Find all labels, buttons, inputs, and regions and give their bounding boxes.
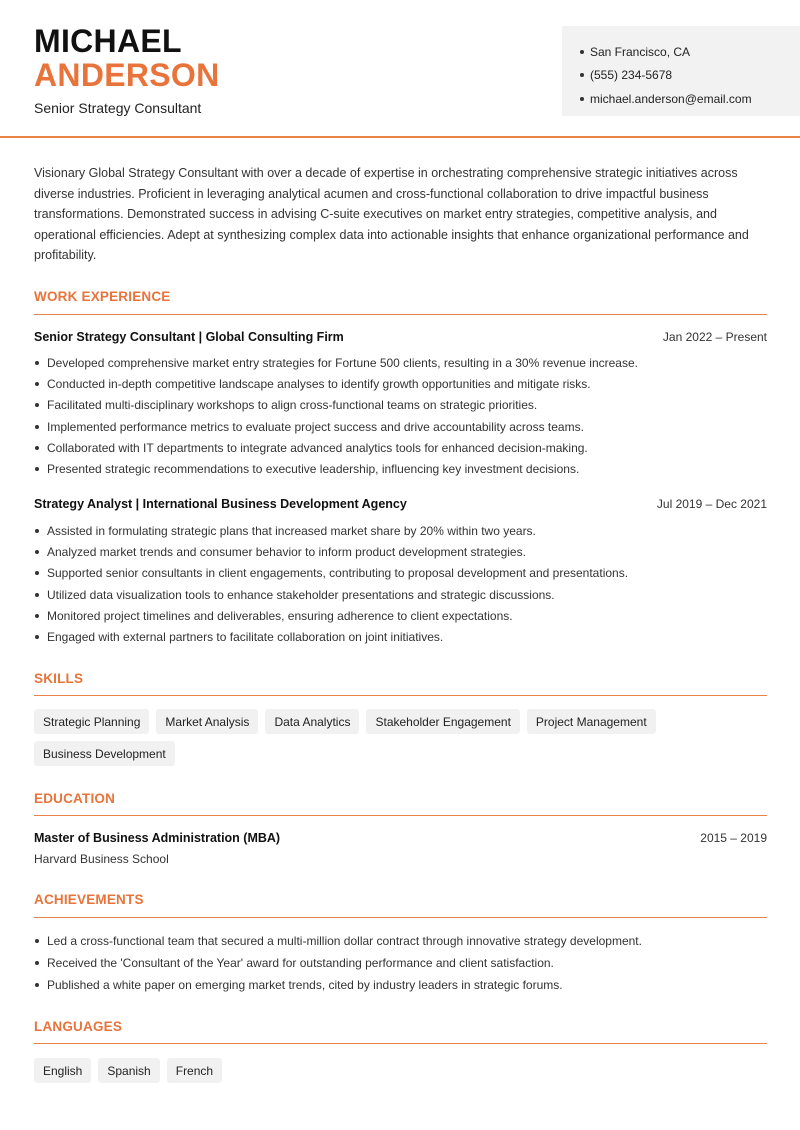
work-experience-heading: WORK EXPERIENCE bbox=[34, 289, 171, 304]
list-item bbox=[34, 605, 767, 626]
bullet-icon bbox=[580, 50, 584, 54]
last-name: ANDERSON bbox=[34, 57, 220, 93]
bullet-icon bbox=[35, 635, 39, 639]
bullet-text: Analyzed market trends and consumer behavior to inform product development strategies. bbox=[47, 544, 526, 559]
list-item bbox=[34, 395, 767, 416]
bullet-icon bbox=[35, 403, 39, 407]
bullet-icon bbox=[35, 529, 39, 533]
job-title: Senior Strategy Consultant | Global Consulting Firm bbox=[34, 330, 344, 344]
list-item bbox=[34, 930, 767, 952]
skills-list bbox=[34, 709, 774, 766]
contact-location bbox=[580, 40, 800, 64]
bullet-icon bbox=[35, 614, 39, 618]
bullet-icon bbox=[35, 961, 39, 965]
first-name: MICHAEL bbox=[34, 23, 182, 59]
skill-tag: Stakeholder Engagement bbox=[366, 709, 519, 734]
professional-title: Senior Strategy Consultant bbox=[34, 100, 202, 116]
list-item bbox=[34, 437, 767, 458]
contact-phone bbox=[580, 64, 800, 88]
list-item bbox=[34, 541, 767, 562]
job-header bbox=[34, 330, 767, 344]
bullet-text: Developed comprehensive market entry strategies for Fortune 500 clients, resulting in a 30% revenue increase. bbox=[47, 355, 638, 370]
achievement-text: Published a white paper on emerging market trends, cited by industry leaders in strategic forums. bbox=[47, 978, 563, 992]
section-divider bbox=[34, 314, 767, 315]
list-item bbox=[34, 373, 767, 394]
list-item bbox=[34, 563, 767, 584]
list-item bbox=[34, 584, 767, 605]
location-text: San Francisco, CA bbox=[590, 44, 691, 59]
education-header bbox=[34, 831, 767, 845]
section-divider bbox=[34, 695, 767, 696]
list-item bbox=[34, 520, 767, 541]
achievement-text: Led a cross-functional team that secured a multi-million dollar contract through innovative strategy development. bbox=[47, 934, 642, 948]
bullet-icon bbox=[35, 939, 39, 943]
bullet-icon bbox=[35, 593, 39, 597]
section-divider bbox=[34, 917, 767, 918]
job-header bbox=[34, 497, 767, 511]
achievements-heading: ACHIEVEMENTS bbox=[34, 892, 144, 907]
achievements-list bbox=[34, 930, 767, 996]
job-title: Strategy Analyst | International Business Development Agency bbox=[34, 497, 407, 511]
bullet-text: Conducted in-depth competitive landscape analyses to identify growth opportunities and mitigate risks. bbox=[47, 376, 591, 391]
section-divider bbox=[34, 1043, 767, 1044]
education-dates: 2015 – 2019 bbox=[700, 831, 767, 845]
list-item bbox=[34, 952, 767, 974]
bullet-icon bbox=[35, 983, 39, 987]
section-divider bbox=[34, 815, 767, 816]
list-item bbox=[34, 458, 767, 479]
bullet-icon bbox=[35, 361, 39, 365]
bullet-text: Implemented performance metrics to evaluate project success and drive accountability across teams. bbox=[47, 419, 584, 434]
resume-header bbox=[0, 0, 800, 138]
bullet-icon bbox=[35, 425, 39, 429]
professional-summary: Visionary Global Strategy Consultant with over a decade of expertise in orchestrating comprehensive strategic initiatives across diverse industries. Proficient in leveraging analytical acumen and cross-functional collaboration to drive impactful business transformations. Demonstrated success in advising C-suite executives on market entry strategies, competitive analysis, and operational efficiencies. Adept at synthesizing complex data into actionable insights that enhance organizational performance and profitability. bbox=[34, 166, 749, 262]
contact-email bbox=[580, 87, 800, 111]
list-item bbox=[34, 416, 767, 437]
job-bullets bbox=[34, 352, 767, 480]
bullet-text: Presented strategic recommendations to executive leadership, influencing key investment decisions. bbox=[47, 462, 580, 477]
school-name: Harvard Business School bbox=[34, 852, 169, 866]
list-item bbox=[34, 626, 767, 647]
skill-tag: Data Analytics bbox=[265, 709, 359, 734]
bullet-text: Facilitated multi-disciplinary workshops to align cross-functional teams on strategic priorities. bbox=[47, 398, 538, 413]
bullet-icon bbox=[580, 73, 584, 77]
skill-tag: Business Development bbox=[34, 741, 175, 766]
skill-tag: Market Analysis bbox=[156, 709, 258, 734]
job-bullets bbox=[34, 520, 767, 648]
languages-list bbox=[34, 1058, 774, 1083]
list-item bbox=[34, 352, 767, 373]
education-heading: EDUCATION bbox=[34, 791, 116, 806]
list-item bbox=[34, 974, 767, 996]
bullet-icon bbox=[35, 571, 39, 575]
bullet-icon bbox=[35, 550, 39, 554]
language-tag: Spanish bbox=[98, 1058, 159, 1083]
bullet-text: Assisted in formulating strategic plans that increased market share by 20% within two years. bbox=[47, 523, 536, 538]
language-tag: English bbox=[34, 1058, 91, 1083]
skill-tag: Project Management bbox=[527, 709, 656, 734]
bullet-icon bbox=[35, 382, 39, 386]
skill-tag: Strategic Planning bbox=[34, 709, 149, 734]
language-tag: French bbox=[167, 1058, 222, 1083]
email-text: michael.anderson@email.com bbox=[590, 91, 752, 106]
skills-heading: SKILLS bbox=[34, 671, 84, 686]
achievement-text: Received the 'Consultant of the Year' award for outstanding performance and client satisfaction. bbox=[47, 956, 554, 970]
bullet-icon bbox=[35, 446, 39, 450]
bullet-text: Supported senior consultants in client engagements, contributing to proposal development and presentations. bbox=[47, 566, 629, 581]
job-dates: Jul 2019 – Dec 2021 bbox=[656, 497, 767, 511]
job-dates: Jan 2022 – Present bbox=[662, 330, 767, 344]
degree-name: Master of Business Administration (MBA) bbox=[34, 831, 281, 845]
contact-box bbox=[562, 26, 800, 116]
phone-text: (555) 234-5678 bbox=[590, 68, 673, 83]
languages-heading: LANGUAGES bbox=[34, 1019, 123, 1034]
bullet-icon bbox=[35, 467, 39, 471]
bullet-icon bbox=[580, 97, 584, 101]
bullet-text: Collaborated with IT departments to integrate advanced analytics tools for enhanced decision-making. bbox=[47, 440, 588, 455]
bullet-text: Engaged with external partners to facilitate collaboration on joint initiatives. bbox=[47, 630, 444, 645]
bullet-text: Utilized data visualization tools to enhance stakeholder presentations and strategic discussions. bbox=[47, 587, 555, 602]
bullet-text: Monitored project timelines and deliverables, ensuring adherence to client expectations. bbox=[47, 608, 513, 623]
